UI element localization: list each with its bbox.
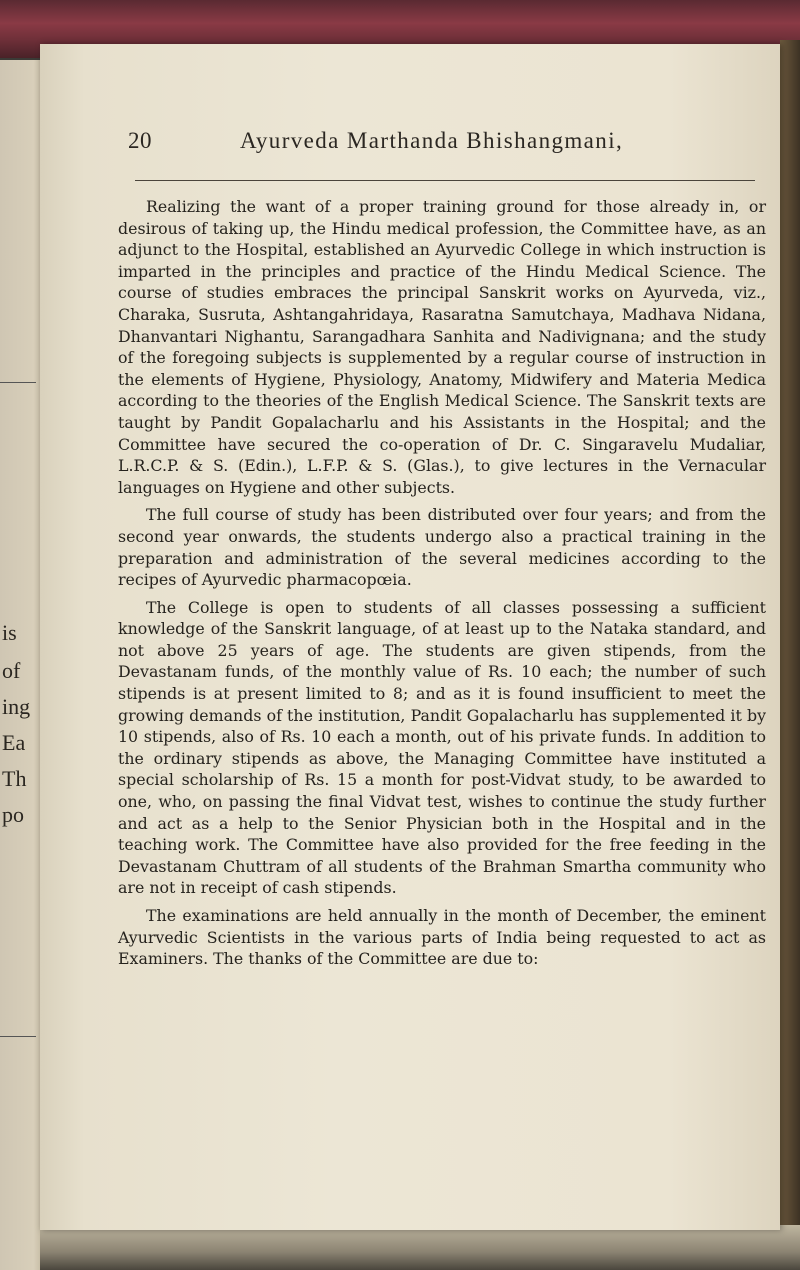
facing-page-fragment: ing [2, 694, 31, 719]
paragraph: The full course of study has been distributed over four years; and from the second year onwards, the students undergo also a practical training in the preparation and administration of the several medicines according to the recipes of Ayurvedic pharmacopœia. [118, 505, 766, 590]
facing-page-fragment: is [2, 620, 17, 645]
facing-page-fragment: po [2, 802, 24, 827]
page-number: 20 [128, 128, 152, 153]
body-text [118, 196, 766, 976]
paragraph: The College is open to students of all classes possessing a sufficient knowledge of the Sanskrit language, of at least up to the Nataka standard, and not above 25 years of age. The students are given stipends, from the Devastanam funds, of the monthly value of Rs. 10 each; the number of such stipends is at present limited to 8; and as it is found insufficient to meet the growing demands of the institution, Pandit Gopalacharlu has supplemented it by 10 stipends, also of Rs. 10 each a month, out of his private funds. In addition to the ordinary stipends as above, the Managing Committee have instituted a special scholarship of Rs. 15 a month for post-Vidvat study, to be awarded to one, who, on passing the final Vidvat test, wishes to continue the study further and act as a help to the Senior Physician both in the Hospital and in the teaching work. The Committee have also provided for the free feeding in the Devastanam Chuttram of all students of the Brahman Smartha community who are not in receipt of cash stipends. [118, 597, 766, 898]
facing-page-fragment: of [2, 658, 21, 683]
running-title: Ayurveda Marthanda Bhishangmani, [240, 128, 624, 153]
facing-page-rule [0, 382, 36, 383]
facing-page-rule [0, 1036, 36, 1037]
header-rule [135, 180, 755, 181]
book-fore-edge [780, 40, 800, 1270]
facing-page-fragment: Th [2, 766, 27, 791]
book-bottom-edge [40, 1225, 800, 1270]
paragraph: The examinations are held annually in the month of December, the eminent Ayurvedic Scientists in the various parts of India being requested to act as Examiners. The thanks of the Committee are due to: [118, 906, 766, 969]
facing-page-fragment: Ea [2, 730, 26, 755]
paragraph: Realizing the want of a proper training ground for those already in, or desirous of taking up, the Hindu medical profession, the Committee have, as an adjunct to the Hospital, established an Ayurvedic College in which instruction is imparted in the principles and practice of the Hindu Medical Science. The course of studies embraces the principal Sanskrit works on Ayurveda, viz., Charaka, Susruta, Ashtangahridaya, Rasaratna Samutchaya, Madhava Nidana, Dhanvantari Nighantu, Sarangadhara Sanhita and Nadivignana; and the study of the foregoing subjects is supplemented by a regular course of instruction in the elements of Hygiene, Physiology, Anatomy, Midwifery and Materia Medica according to the theories of the English Medical Science. The Sanskrit texts are taught by Pandit Gopalacharlu and his Assistants in the Hospital; and the Committee have secured the co-operation of Dr. C. Singaravelu Mudaliar, L.R.C.P. & S. (Edin.), L.F.P. & S. (Glas.), to give lectures in the Vernacular languages on Hygiene and other subjects. [118, 197, 766, 497]
page-header [128, 128, 748, 164]
